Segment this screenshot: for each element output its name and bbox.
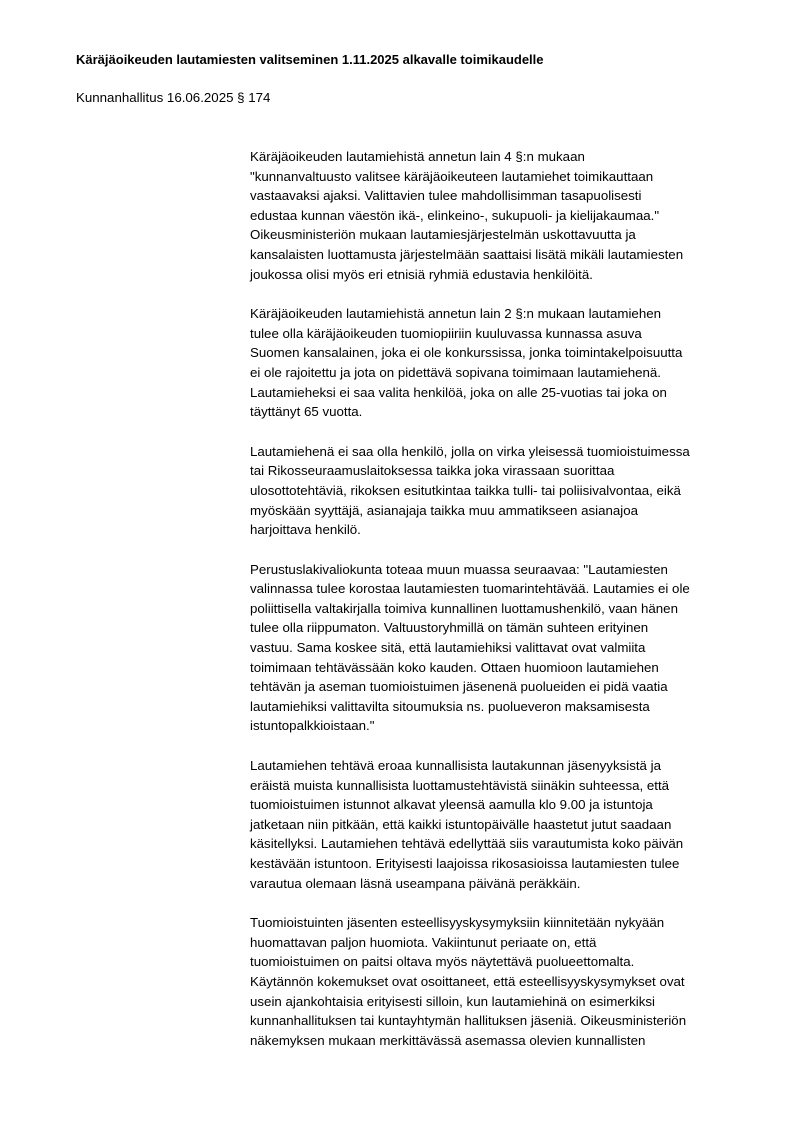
text-line: Lautamiehenä ei saa olla henkilö, jolla on virka yleisessä tuomioistuimessa [250, 443, 690, 459]
text-line: istuntopalkkioistaan." [250, 718, 375, 734]
text-line: täyttänyt 65 vuotta. [250, 404, 363, 420]
text-line: näkemyksen mukaan merkittävässä asemassa olevien kunnallisten [250, 1032, 646, 1048]
text-line: harjoittava henkilö. [250, 522, 361, 538]
paragraph-duty-schedule [250, 756, 750, 893]
text-line: Tuomioistuinten jäsenten esteellisyyskysymyksiin kiinnitetään nykyään [250, 915, 665, 931]
text-line: usein ajankohtaisia erityisesti silloin, kun lautamiehinä on esimerkiksi [250, 993, 656, 1009]
text-line: ulosottotehtäviä, rikoksen esitutkintaa taikka tulli- tai poliisivalvontaa, eikä [250, 482, 681, 498]
document-title: Käräjäoikeuden lautamiesten valitseminen 1.11.2025 alkavalle toimikaudelle [76, 52, 544, 67]
text-line: käsitellyksi. Lautamiehen tehtävä edellyttää siis varautumista koko päivän [250, 836, 684, 852]
paragraph-appointment-basis [250, 147, 750, 284]
text-line: varautua olemaan läsnä useampana päivänä peräkkäin. [250, 875, 581, 891]
text-line: vastaavaksi ajaksi. Valittavien tulee mahdollisimman tasapuolisesti [250, 188, 642, 204]
meeting-reference: Kunnanhallitus 16.06.2025 § 174 [76, 90, 271, 105]
text-line: Lautamieheksi ei saa valita henkilöä, joka on alle 25-vuotias tai joka on [250, 384, 667, 400]
text-line: joukossa olisi myös eri etnisiä ryhmiä edustavia henkilöitä. [250, 266, 593, 282]
text-line: edustaa kunnan väestön ikä-, elinkeino-, sukupuoli- ja kielijakaumaa." [250, 207, 660, 223]
text-line: lautamiehiksi valittavilta sitoumuksia ns. puolueveron maksamisesta [250, 698, 650, 714]
text-line: tuomioistuimen on paitsi oltava myös näytettävä puolueettomalta. [250, 954, 635, 970]
text-line: huomattavan paljon huomiota. Vakiintunut periaate on, että [250, 934, 597, 950]
text-line: Käräjäoikeuden lautamiehistä annetun lain 4 §:n mukaan [250, 149, 585, 164]
text-line: eräistä muista kunnallisista luottamustehtävistä siinäkin suhteessa, että [250, 777, 670, 793]
document-body [250, 147, 750, 1070]
text-line: tuomioistuimen istunnot alkavat yleensä aamulla klo 9.00 ja istuntoja [250, 797, 653, 813]
text-line: kestävään istuntoon. Erityisesti laajoissa rikosasioissa lautamiesten tulee [250, 856, 680, 871]
text-line: Perustuslakivaliokunta toteaa muun muassa seuraavaa: "Lautamiesten [250, 561, 668, 577]
text-line: myöskään syyttäjä, asianajaja taikka muu ammatikseen asianajoa [250, 502, 639, 518]
paragraph-constitutional-committee [250, 560, 750, 736]
text-line: tehtävän ja aseman tuomioistuimen jäsenenä puolueiden ei pidä vaatia [250, 679, 668, 695]
text-line: ei ole rajoitettu ja jota on pidettävä sopivana toimimaan lautamiehenä. [250, 364, 661, 380]
text-line: Lautamiehen tehtävä eroaa kunnallisista lautakunnan jäsenyyksistä ja [250, 758, 661, 774]
paragraph-disqualifications [250, 442, 750, 540]
text-line: tulee olla käräjäoikeuden tuomiopiiriin kuuluvassa kunnassa asuva [250, 325, 642, 341]
text-line: Suomen kansalainen, joka ei ole konkurssissa, jonka toimintakelpoisuutta [250, 345, 683, 361]
paragraph-impartiality [250, 913, 750, 1050]
text-line: kansalaisten luottamusta järjestelmään saattaisi lisätä mikäli lautamiesten [250, 246, 684, 262]
text-line: Käräjäoikeuden lautamiehistä annetun lain 2 §:n mukaan lautamiehen [250, 306, 662, 322]
paragraph-eligibility [250, 304, 750, 422]
text-line: vastuu. Sama koskee sitä, että lautamiehiksi valittavat ovat valmiita [250, 640, 646, 656]
text-line: jatketaan niin pitkään, että kaikki istuntopäivälle haastetut jutut saadaan [250, 816, 672, 832]
text-line: kunnanhallituksen tai kuntayhtymän hallituksen jäseniä. Oikeusministeriön [250, 1013, 687, 1029]
text-line: tai Rikosseuraamuslaitoksessa taikka joka virassaan suorittaa [250, 463, 615, 479]
text-line: poliittisella valtakirjalla toimiva kunnallinen luottamushenkilö, vaan hänen [250, 600, 678, 616]
text-line: valinnassa tulee korostaa lautamiesten tuomarintehtävää. Lautamies ei ole [250, 581, 690, 597]
text-line: Oikeusministeriön mukaan lautamiesjärjestelmän uskottavuutta ja [250, 227, 636, 243]
text-line: Käytännön kokemukset ovat osoittaneet, että esteellisyyskysymykset ovat [250, 973, 685, 989]
text-line: toimimaan tehtävässään koko kauden. Ottaen huomioon lautamiehen [250, 659, 659, 675]
text-line: tulee olla riippumaton. Valtuustoryhmillä on tämän suhteen erityinen [250, 620, 649, 636]
text-line: "kunnanvaltuusto valitsee käräjäoikeuteen lautamiehet toimikauttaan [250, 168, 654, 184]
